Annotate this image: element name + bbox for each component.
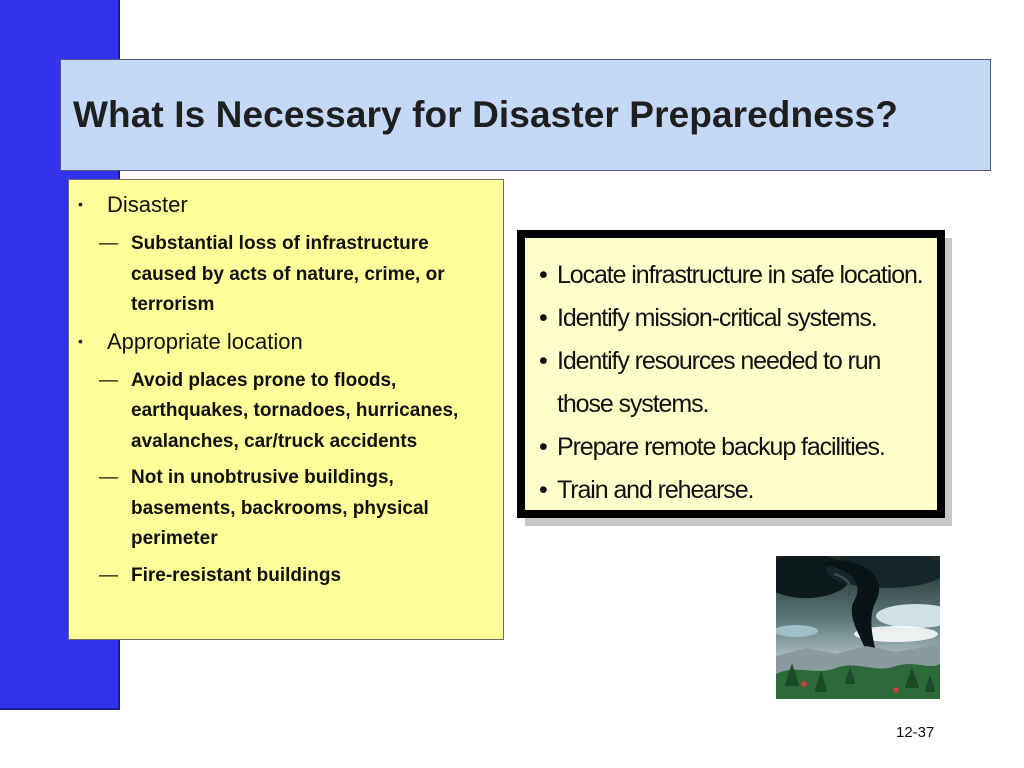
sub-item xyxy=(69,463,503,555)
sub-item xyxy=(69,229,503,321)
dash-marker: — xyxy=(99,233,118,254)
dash-marker: — xyxy=(99,467,118,488)
tornado-clipart xyxy=(776,556,940,699)
callout-item xyxy=(535,426,931,469)
callout-item-text: Identify mission-critical systems. xyxy=(557,304,877,332)
title-band xyxy=(60,59,991,171)
callout-item-text: Train and rehearse. xyxy=(557,476,754,504)
bullet-text: Disaster xyxy=(107,192,188,217)
bullet-marker: • xyxy=(78,196,83,212)
content-box xyxy=(68,179,504,640)
callout-item xyxy=(535,469,931,512)
callout-item xyxy=(535,340,931,426)
page-number: 12-37 xyxy=(896,724,935,741)
bullet-marker: • xyxy=(539,261,547,289)
callout-box xyxy=(517,230,945,518)
callout-item xyxy=(535,297,931,340)
bullet-marker: • xyxy=(539,433,547,461)
callout-item-text: Locate infrastructure in safe location. xyxy=(557,261,923,289)
dash-marker: — xyxy=(99,369,118,391)
bullet-item xyxy=(69,190,503,219)
sub-item xyxy=(69,366,503,458)
callout-item-text: Identify resources needed to run those systems. xyxy=(557,347,881,418)
bullet-item xyxy=(69,327,503,356)
bullet-marker: • xyxy=(78,332,83,349)
sub-item-text: Not in unobtrusive buildings, basements, backrooms, physical perimeter xyxy=(131,467,429,549)
slide-title: What Is Necessary for Disaster Preparedness? xyxy=(73,94,898,135)
bullet-marker: • xyxy=(539,347,547,375)
callout-inner xyxy=(525,238,937,510)
sub-item xyxy=(69,561,503,592)
callout-item xyxy=(535,254,931,297)
sub-item-text: Avoid places prone to floods, earthquakes, tornadoes, hurricanes, avalanches, car/truck accidents xyxy=(131,369,459,452)
sub-item-text: Substantial loss of infrastructure caused by acts of nature, crime, or terrorism xyxy=(131,233,445,315)
dash-marker: — xyxy=(99,564,118,586)
bullet-text: Appropriate location xyxy=(107,328,303,354)
bullet-marker: • xyxy=(539,476,547,504)
callout-item-text: Prepare remote backup facilities. xyxy=(557,433,885,461)
sub-item-text: Fire-resistant buildings xyxy=(131,564,342,586)
bullet-marker: • xyxy=(539,304,547,332)
tornado-icon xyxy=(776,556,940,699)
